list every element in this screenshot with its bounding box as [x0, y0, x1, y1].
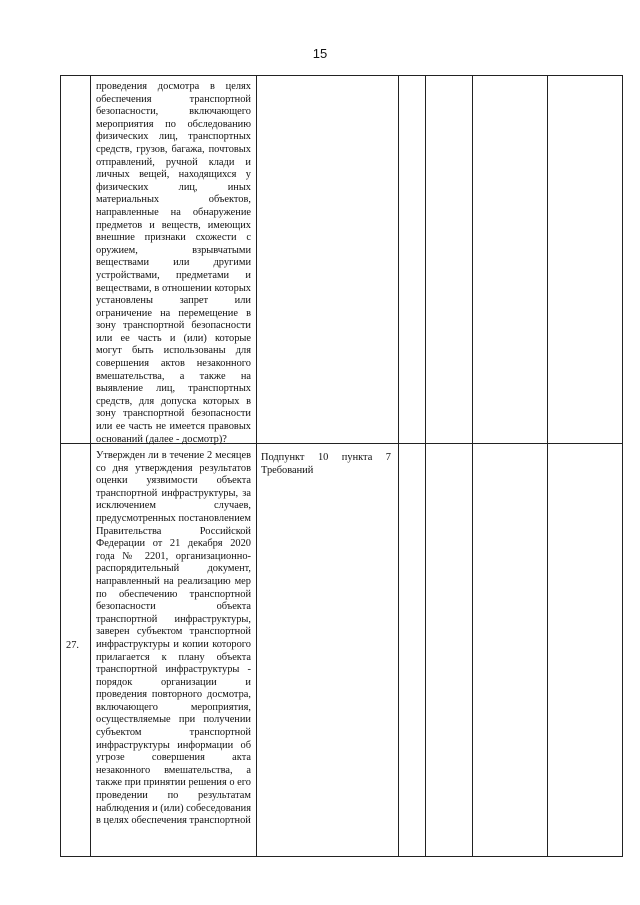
table-row [96, 450, 251, 828]
question-text: Утвержден ли в течение 2 месяцев со дня утверждения результатов оценки уязвимости объекта транспортной инфраструктуры, за исключением случаев, предусмотренных постановлением Правительства Российской Федерации от 21 декабря 2020 года № 2201, организационно-распорядительный документ, направленный на реализацию мер по обеспечению транспортной безопасности объекта транспортной инфраструктуры, заверен субъектом транспортной инфраструктуры и копии которого прилагается к плану объекта транспортной инфраструктуры - порядок организации и проведения повторного досмотра, включающего мероприятия, осуществляемые при получении субъектом транспортной инфраструктуры информации об угрозе совершения акта незаконного вмешательства, а также при принятии решения о его проведении по результатам наблюдения и (или) собеседования в целях обеспечения транспортной [96, 450, 251, 827]
column-border [547, 75, 548, 857]
column-border [60, 75, 61, 857]
question-text: проведения досмотра в целях обеспечения транспортной безопасности, включающего мероприятия по обследованию физических лиц, транспортных средств, грузов, багажа, почтовых отправлений, ручной клади и личных вещей, находящихся у физических лиц, иных материальных объектов, направленные на обнаружение предметов и веществ, имеющих внешние признаки схожести с оружием, взрывчатыми веществами или другими устройствами, предметами и веществами, в отношении которых установлены запрет или ограничение на перемещение в зону транспортной безопасности или ее часть и (или) которые могут быть использованы для совершения актов незаконного вмешательства, а также на выявление лиц, транспортных средств, для допуска которых в зону транспортной безопасности или ее часть не имеется правовых оснований (далее - досмотр)? [96, 81, 251, 445]
requirement-text: Подпункт 10 пункта 7 Требований [261, 452, 391, 476]
table-bottom-border [60, 856, 623, 857]
column-border [398, 75, 399, 857]
column-border [472, 75, 473, 857]
table-row [96, 81, 251, 446]
requirement-cell [261, 452, 391, 477]
column-border [425, 75, 426, 857]
column-border [256, 75, 257, 857]
row-number: 27. [66, 640, 79, 651]
column-border [90, 75, 91, 857]
page-number: 15 [312, 46, 328, 61]
column-border [622, 75, 623, 857]
table-top-border [60, 75, 623, 76]
